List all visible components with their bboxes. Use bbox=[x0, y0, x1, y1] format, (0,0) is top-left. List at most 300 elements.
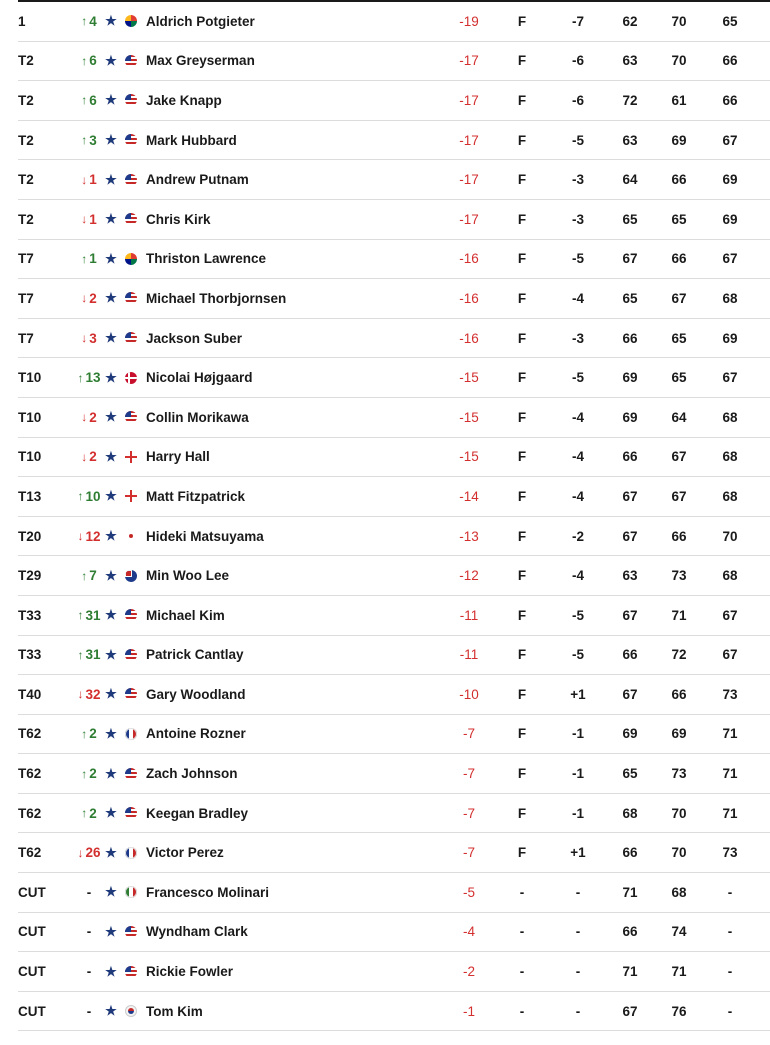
round-3-score: - bbox=[727, 884, 733, 900]
country-flag bbox=[124, 596, 138, 635]
round-3-score: 71 bbox=[722, 805, 738, 821]
down-arrow-icon: ↓ bbox=[81, 172, 88, 187]
today-score: -4 bbox=[571, 290, 584, 306]
round-2-score: 74 bbox=[671, 924, 687, 940]
favorite-star-icon[interactable]: ★ bbox=[105, 52, 117, 68]
round-3-score: 66 bbox=[722, 92, 738, 108]
country-flag bbox=[124, 675, 138, 714]
position: CUT bbox=[18, 1003, 46, 1019]
up-arrow-icon: ↑ bbox=[81, 251, 88, 266]
today-score: - bbox=[575, 884, 581, 900]
position-change-value: 13 bbox=[85, 370, 101, 386]
player-name[interactable]: Matt Fitzpatrick bbox=[146, 488, 246, 504]
total-score: -7 bbox=[462, 766, 475, 782]
today-score: +1 bbox=[570, 845, 586, 861]
round-3-score: 67 bbox=[722, 647, 738, 663]
table-row[interactable] bbox=[18, 398, 770, 438]
flag-us-icon bbox=[125, 649, 137, 661]
round-3-score: 68 bbox=[722, 568, 738, 584]
player-name[interactable]: Victor Perez bbox=[146, 845, 224, 861]
total-score: -11 bbox=[459, 607, 479, 623]
favorite-star-icon[interactable]: ★ bbox=[105, 1003, 117, 1019]
thru: F bbox=[517, 766, 527, 782]
table-row[interactable] bbox=[18, 200, 770, 240]
up-arrow-icon: ↑ bbox=[81, 93, 88, 108]
country-flag bbox=[124, 556, 138, 595]
position-change-value: 1 bbox=[89, 211, 97, 227]
favorite-star-icon[interactable]: ★ bbox=[105, 448, 117, 464]
flag-au-icon bbox=[125, 570, 137, 582]
favorite-star-icon[interactable]: ★ bbox=[105, 805, 117, 821]
flag-eng-icon bbox=[125, 490, 137, 502]
flag-fr-icon bbox=[125, 847, 137, 859]
position: T10 bbox=[18, 409, 42, 425]
position: T62 bbox=[18, 766, 42, 782]
table-row[interactable] bbox=[18, 794, 770, 834]
today-score: -4 bbox=[571, 449, 584, 465]
round-2-score: 66 bbox=[671, 172, 687, 188]
country-flag bbox=[124, 794, 138, 833]
round-3-score: 69 bbox=[722, 172, 738, 188]
position-change-value: 2 bbox=[89, 290, 97, 306]
position: T33 bbox=[18, 647, 42, 663]
total-score: -17 bbox=[459, 172, 479, 188]
down-arrow-icon: ↓ bbox=[81, 449, 88, 464]
favorite-star-icon[interactable]: ★ bbox=[105, 567, 117, 583]
player-name[interactable]: Harry Hall bbox=[146, 449, 210, 465]
thru: F bbox=[517, 132, 527, 148]
round-3-score: 69 bbox=[722, 211, 738, 227]
table-row[interactable] bbox=[18, 240, 770, 280]
round-1-score: 66 bbox=[622, 330, 638, 346]
round-1-score: 69 bbox=[622, 726, 638, 742]
round-3-score: - bbox=[727, 1003, 733, 1019]
thru: F bbox=[517, 607, 527, 623]
round-1-score: 69 bbox=[622, 409, 638, 425]
today-score: -7 bbox=[571, 13, 584, 29]
position-change-value: 3 bbox=[89, 132, 97, 148]
favorite-star-icon[interactable]: ★ bbox=[105, 686, 117, 702]
position-change-value: 12 bbox=[85, 528, 101, 544]
position: T20 bbox=[18, 528, 42, 544]
round-3-score: 70 bbox=[722, 528, 738, 544]
player-name[interactable]: Michael Thorbjornsen bbox=[146, 290, 287, 306]
favorite-star-icon[interactable]: ★ bbox=[105, 765, 117, 781]
flag-us-icon bbox=[125, 609, 137, 621]
round-2-score: 64 bbox=[671, 409, 687, 425]
player-name[interactable]: Antoine Rozner bbox=[146, 726, 246, 742]
round-3-score: 68 bbox=[722, 409, 738, 425]
position-change-value: 1 bbox=[89, 172, 97, 188]
round-2-score: 72 bbox=[671, 647, 687, 663]
up-arrow-icon: ↑ bbox=[81, 568, 88, 583]
table-row[interactable] bbox=[18, 675, 770, 715]
today-score: -5 bbox=[571, 251, 584, 267]
thru: F bbox=[517, 488, 527, 504]
today-score: -4 bbox=[571, 568, 584, 584]
today-score: -4 bbox=[571, 409, 584, 425]
position-change-value: 2 bbox=[89, 409, 97, 425]
country-flag bbox=[124, 913, 138, 952]
total-score: -10 bbox=[459, 686, 479, 702]
thru: - bbox=[519, 924, 525, 940]
position-change-value: 2 bbox=[89, 805, 97, 821]
position: T7 bbox=[18, 290, 34, 306]
position-change-value: - bbox=[86, 884, 92, 900]
round-1-score: 67 bbox=[622, 488, 638, 504]
total-score: -15 bbox=[459, 370, 479, 386]
player-name[interactable]: Gary Woodland bbox=[146, 686, 246, 702]
favorite-star-icon[interactable]: ★ bbox=[105, 13, 117, 29]
total-score: -7 bbox=[462, 845, 475, 861]
round-3-score: 68 bbox=[722, 449, 738, 465]
table-row[interactable] bbox=[18, 596, 770, 636]
player-name[interactable]: Min Woo Lee bbox=[146, 568, 229, 584]
position: T7 bbox=[18, 251, 34, 267]
down-arrow-icon: ↓ bbox=[81, 331, 88, 346]
favorite-star-icon[interactable]: ★ bbox=[105, 290, 117, 306]
thru: F bbox=[517, 647, 527, 663]
total-score: -1 bbox=[462, 1003, 475, 1019]
round-2-score: 66 bbox=[671, 251, 687, 267]
today-score: -5 bbox=[571, 370, 584, 386]
favorite-star-icon[interactable]: ★ bbox=[105, 369, 117, 385]
table-row[interactable] bbox=[18, 477, 770, 517]
round-2-score: 65 bbox=[671, 370, 687, 386]
today-score: -5 bbox=[571, 607, 584, 623]
thru: - bbox=[519, 1003, 525, 1019]
player-name[interactable]: Nicolai Højgaard bbox=[146, 370, 253, 386]
country-flag bbox=[124, 754, 138, 793]
favorite-star-icon[interactable]: ★ bbox=[105, 725, 117, 741]
favorite-star-icon[interactable]: ★ bbox=[105, 171, 117, 187]
position-change-value: 6 bbox=[89, 53, 97, 69]
flag-us-icon bbox=[125, 134, 137, 146]
table-row[interactable] bbox=[18, 715, 770, 755]
round-1-score: 71 bbox=[622, 964, 638, 980]
up-arrow-icon: ↑ bbox=[81, 766, 88, 781]
round-1-score: 62 bbox=[622, 13, 638, 29]
flag-us-icon bbox=[125, 411, 137, 423]
today-score: -6 bbox=[571, 53, 584, 69]
position: CUT bbox=[18, 884, 46, 900]
position-change-value: 1 bbox=[89, 251, 97, 267]
round-3-score: 65 bbox=[722, 13, 738, 29]
position: 1 bbox=[18, 13, 26, 29]
position: T2 bbox=[18, 211, 34, 227]
thru: F bbox=[517, 211, 527, 227]
country-flag bbox=[124, 2, 138, 41]
down-arrow-icon: ↓ bbox=[81, 291, 88, 306]
favorite-star-icon[interactable]: ★ bbox=[105, 646, 117, 662]
down-arrow-icon: ↓ bbox=[77, 687, 84, 702]
player-name[interactable]: Keegan Bradley bbox=[146, 805, 249, 821]
total-score: -17 bbox=[459, 92, 479, 108]
today-score: -3 bbox=[571, 330, 584, 346]
country-flag bbox=[124, 636, 138, 675]
player-name[interactable]: Andrew Putnam bbox=[146, 172, 249, 188]
position: T40 bbox=[18, 686, 42, 702]
round-2-score: 66 bbox=[671, 528, 687, 544]
round-1-score: 66 bbox=[622, 647, 638, 663]
table-row[interactable] bbox=[18, 833, 770, 873]
thru: F bbox=[517, 370, 527, 386]
round-1-score: 67 bbox=[622, 607, 638, 623]
flag-us-icon bbox=[125, 926, 137, 938]
country-flag bbox=[124, 121, 138, 160]
thru: F bbox=[517, 409, 527, 425]
flag-kr-icon bbox=[125, 1005, 137, 1017]
player-name[interactable]: Hideki Matsuyama bbox=[146, 528, 264, 544]
total-score: -7 bbox=[462, 726, 475, 742]
round-2-score: 73 bbox=[671, 568, 687, 584]
country-flag bbox=[124, 240, 138, 279]
country-flag bbox=[124, 200, 138, 239]
round-3-score: 71 bbox=[722, 726, 738, 742]
table-row[interactable] bbox=[18, 81, 770, 121]
round-2-score: 71 bbox=[671, 964, 687, 980]
flag-jp-icon bbox=[125, 530, 137, 542]
round-3-score: 67 bbox=[722, 607, 738, 623]
up-arrow-icon: ↑ bbox=[81, 726, 88, 741]
position: T10 bbox=[18, 370, 42, 386]
position-change-value: 2 bbox=[89, 726, 97, 742]
round-1-score: 72 bbox=[622, 92, 638, 108]
table-row[interactable] bbox=[18, 636, 770, 676]
flag-us-icon bbox=[125, 292, 137, 304]
player-name[interactable]: Jackson Suber bbox=[146, 330, 243, 346]
round-2-score: 70 bbox=[671, 53, 687, 69]
country-flag bbox=[124, 358, 138, 397]
round-3-score: 67 bbox=[722, 251, 738, 267]
today-score: -3 bbox=[571, 211, 584, 227]
thru: F bbox=[517, 251, 527, 267]
thru: F bbox=[517, 568, 527, 584]
round-1-score: 65 bbox=[622, 211, 638, 227]
thru: F bbox=[517, 845, 527, 861]
up-arrow-icon: ↑ bbox=[81, 53, 88, 68]
player-name[interactable]: Max Greyserman bbox=[146, 53, 255, 69]
favorite-star-icon[interactable]: ★ bbox=[105, 844, 117, 860]
country-flag bbox=[124, 952, 138, 991]
position-change-value: 4 bbox=[89, 13, 97, 29]
player-name[interactable]: Zach Johnson bbox=[146, 766, 238, 782]
up-arrow-icon: ↑ bbox=[77, 370, 84, 385]
round-1-score: 69 bbox=[622, 370, 638, 386]
round-1-score: 65 bbox=[622, 290, 638, 306]
table-row[interactable] bbox=[18, 556, 770, 596]
round-2-score: 69 bbox=[671, 132, 687, 148]
thru: - bbox=[519, 884, 525, 900]
table-row[interactable] bbox=[18, 279, 770, 319]
today-score: -1 bbox=[571, 726, 584, 742]
round-3-score: 73 bbox=[722, 686, 738, 702]
round-2-score: 71 bbox=[671, 607, 687, 623]
flag-it-icon bbox=[125, 886, 137, 898]
up-arrow-icon: ↑ bbox=[81, 14, 88, 29]
thru: F bbox=[517, 172, 527, 188]
flag-us-icon bbox=[125, 688, 137, 700]
player-name[interactable]: Tom Kim bbox=[146, 1003, 203, 1019]
total-score: -16 bbox=[459, 330, 479, 346]
round-1-score: 66 bbox=[622, 924, 638, 940]
position-change-value: - bbox=[86, 1003, 92, 1019]
player-name[interactable]: Patrick Cantlay bbox=[146, 647, 244, 663]
position: T2 bbox=[18, 172, 34, 188]
position-change-value: 32 bbox=[85, 686, 101, 702]
position: T29 bbox=[18, 568, 42, 584]
round-2-score: 73 bbox=[671, 766, 687, 782]
player-name[interactable]: Wyndham Clark bbox=[146, 924, 248, 940]
favorite-star-icon[interactable]: ★ bbox=[105, 211, 117, 227]
position: T13 bbox=[18, 488, 42, 504]
round-1-score: 63 bbox=[622, 568, 638, 584]
round-2-score: 65 bbox=[671, 330, 687, 346]
round-1-score: 63 bbox=[622, 132, 638, 148]
thru: - bbox=[519, 964, 525, 980]
up-arrow-icon: ↑ bbox=[77, 608, 84, 623]
favorite-star-icon[interactable]: ★ bbox=[105, 963, 117, 979]
today-score: -2 bbox=[571, 528, 584, 544]
flag-us-icon bbox=[125, 807, 137, 819]
total-score: -2 bbox=[462, 964, 475, 980]
round-3-score: 67 bbox=[722, 132, 738, 148]
total-score: -7 bbox=[462, 805, 475, 821]
table-row[interactable] bbox=[18, 358, 770, 398]
flag-eng-icon bbox=[125, 451, 137, 463]
today-score: - bbox=[575, 1003, 581, 1019]
total-score: -13 bbox=[459, 528, 479, 544]
player-name[interactable]: Aldrich Potgieter bbox=[146, 13, 255, 29]
flag-za-icon bbox=[125, 15, 137, 27]
today-score: - bbox=[575, 924, 581, 940]
round-1-score: 63 bbox=[622, 53, 638, 69]
total-score: -15 bbox=[459, 449, 479, 465]
flag-us-icon bbox=[125, 966, 137, 978]
position: T2 bbox=[18, 53, 34, 69]
table-row[interactable] bbox=[18, 438, 770, 478]
player-name[interactable]: Mark Hubbard bbox=[146, 132, 237, 148]
today-score: -4 bbox=[571, 488, 584, 504]
flag-za-icon bbox=[125, 253, 137, 265]
position-change-value: 31 bbox=[85, 647, 101, 663]
table-row[interactable] bbox=[18, 160, 770, 200]
country-flag bbox=[124, 398, 138, 437]
round-3-score: 67 bbox=[722, 370, 738, 386]
favorite-star-icon[interactable]: ★ bbox=[105, 488, 117, 504]
country-flag bbox=[124, 279, 138, 318]
favorite-star-icon[interactable]: ★ bbox=[105, 92, 117, 108]
thru: F bbox=[517, 330, 527, 346]
favorite-star-icon[interactable]: ★ bbox=[105, 923, 117, 939]
thru: F bbox=[517, 53, 527, 69]
today-score: -5 bbox=[571, 132, 584, 148]
position-change-value: 10 bbox=[85, 488, 101, 504]
thru: F bbox=[517, 92, 527, 108]
flag-us-icon bbox=[125, 213, 137, 225]
round-1-score: 65 bbox=[622, 766, 638, 782]
country-flag bbox=[124, 438, 138, 477]
round-3-score: 66 bbox=[722, 53, 738, 69]
up-arrow-icon: ↑ bbox=[81, 806, 88, 821]
position-change-value: 3 bbox=[89, 330, 97, 346]
thru: F bbox=[517, 726, 527, 742]
favorite-star-icon[interactable]: ★ bbox=[105, 884, 117, 900]
player-name[interactable]: Jake Knapp bbox=[146, 92, 222, 108]
player-name[interactable]: Chris Kirk bbox=[146, 211, 211, 227]
down-arrow-icon: ↓ bbox=[81, 212, 88, 227]
total-score: -14 bbox=[459, 488, 479, 504]
player-name[interactable]: Michael Kim bbox=[146, 607, 225, 623]
table-row[interactable] bbox=[18, 319, 770, 359]
favorite-star-icon[interactable]: ★ bbox=[105, 330, 117, 346]
round-3-score: 68 bbox=[722, 290, 738, 306]
total-score: -16 bbox=[459, 251, 479, 267]
favorite-star-icon[interactable]: ★ bbox=[105, 528, 117, 544]
favorite-star-icon[interactable]: ★ bbox=[105, 132, 117, 148]
table-row[interactable] bbox=[18, 121, 770, 161]
country-flag bbox=[124, 160, 138, 199]
table-row[interactable] bbox=[18, 873, 770, 913]
up-arrow-icon: ↑ bbox=[77, 489, 84, 504]
today-score: - bbox=[575, 964, 581, 980]
round-1-score: 67 bbox=[622, 528, 638, 544]
round-3-score: 71 bbox=[722, 766, 738, 782]
total-score: -4 bbox=[462, 924, 475, 940]
flag-us-icon bbox=[125, 94, 137, 106]
favorite-star-icon[interactable]: ★ bbox=[105, 607, 117, 623]
flag-fr-icon bbox=[125, 728, 137, 740]
table-row[interactable] bbox=[18, 992, 770, 1032]
player-name[interactable]: Francesco Molinari bbox=[146, 884, 270, 900]
position: T2 bbox=[18, 132, 34, 148]
round-2-score: 69 bbox=[671, 726, 687, 742]
total-score: -17 bbox=[459, 53, 479, 69]
table-row[interactable] bbox=[18, 42, 770, 82]
country-flag bbox=[124, 992, 138, 1031]
total-score: -5 bbox=[462, 884, 475, 900]
player-name[interactable]: Collin Morikawa bbox=[146, 409, 249, 425]
position: CUT bbox=[18, 924, 46, 940]
round-3-score: 69 bbox=[722, 330, 738, 346]
flag-dk-icon bbox=[125, 372, 137, 384]
round-1-score: 71 bbox=[622, 884, 638, 900]
down-arrow-icon: ↓ bbox=[77, 529, 84, 544]
round-1-score: 64 bbox=[622, 172, 638, 188]
table-row[interactable] bbox=[18, 952, 770, 992]
country-flag bbox=[124, 477, 138, 516]
flag-us-icon bbox=[125, 55, 137, 67]
round-3-score: - bbox=[727, 924, 733, 940]
table-row[interactable] bbox=[18, 913, 770, 953]
country-flag bbox=[124, 715, 138, 754]
favorite-star-icon[interactable]: ★ bbox=[105, 409, 117, 425]
player-name[interactable]: Rickie Fowler bbox=[146, 964, 234, 980]
today-score: +1 bbox=[570, 686, 586, 702]
player-name[interactable]: Thriston Lawrence bbox=[146, 251, 267, 267]
position: T2 bbox=[18, 92, 34, 108]
country-flag bbox=[124, 81, 138, 120]
thru: F bbox=[517, 805, 527, 821]
table-row[interactable] bbox=[18, 2, 770, 42]
total-score: -17 bbox=[459, 211, 479, 227]
round-3-score: - bbox=[727, 964, 733, 980]
round-3-score: 68 bbox=[722, 488, 738, 504]
today-score: -5 bbox=[571, 647, 584, 663]
table-row[interactable] bbox=[18, 517, 770, 557]
favorite-star-icon[interactable]: ★ bbox=[105, 250, 117, 266]
table-row[interactable] bbox=[18, 754, 770, 794]
